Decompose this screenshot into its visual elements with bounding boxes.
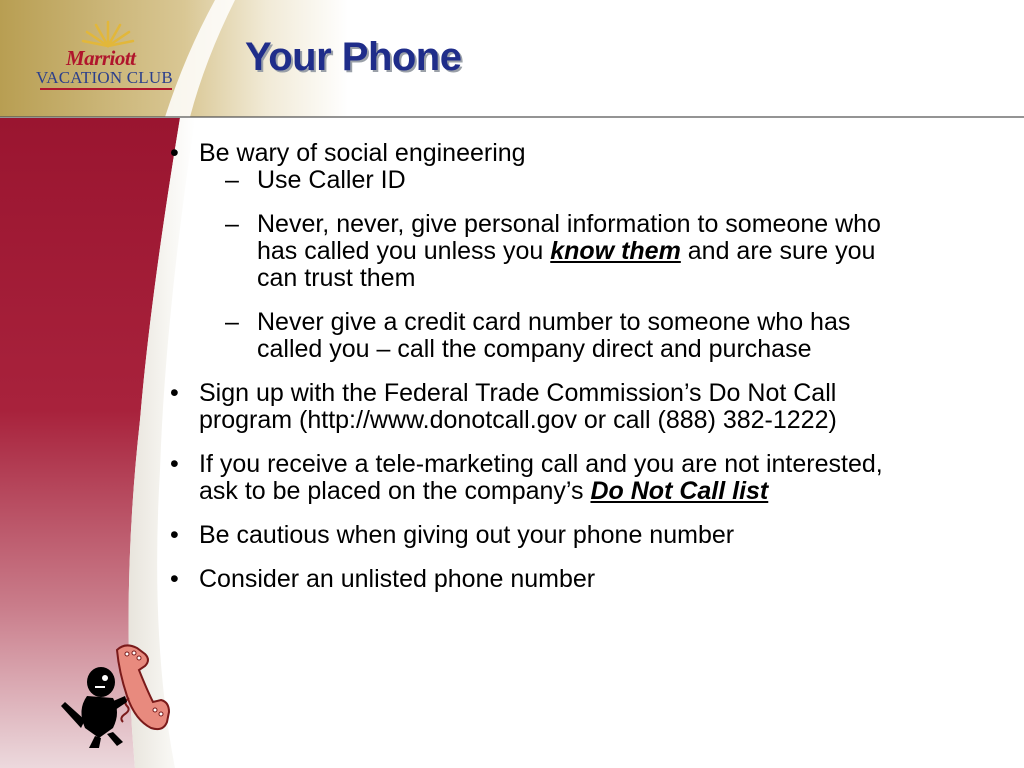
emphasis-know-them: know them: [550, 237, 681, 265]
bullet-5: [170, 566, 890, 593]
bullet-text: Be wary of social engineering: [199, 139, 526, 167]
emphasis-do-not-call-list: Do Not Call list: [590, 477, 769, 505]
sub-bullet-text: Use Caller ID: [257, 166, 406, 194]
sub-bullet-text: Never give a credit card number to someone who has called you – call the company direct and purchase: [257, 308, 851, 363]
bullet-mark: •: [170, 379, 179, 407]
bullet-1: [170, 140, 890, 363]
bullet-text: Be cautious when giving out your phone number: [199, 521, 735, 549]
bullet-text-before: If you receive a tele-marketing call and you are not interested, ask to be placed on the company’s: [199, 450, 883, 505]
bullet-2: [170, 380, 890, 434]
phone-cartoon-icon: [55, 640, 175, 750]
logo: [30, 18, 180, 96]
dash-mark: –: [225, 210, 239, 238]
sub-bullet-text-after: and are sure you can trust them: [257, 237, 876, 292]
bullet-text: Consider an unlisted phone number: [199, 565, 596, 593]
sub-bullet-2: [199, 211, 890, 292]
bullet-mark: •: [170, 139, 179, 167]
bullet-mark: •: [170, 521, 179, 549]
bullet-3: [170, 451, 890, 505]
bullet-4: [170, 522, 890, 549]
logo-subtitle: VACATION CLUB: [36, 68, 173, 87]
logo-underline: [40, 88, 172, 90]
logo-brand: Marriott: [66, 46, 136, 70]
slide-body: [170, 140, 890, 610]
sub-bullet-text-before: Never, never, give personal information to someone who has called you unless you: [257, 210, 881, 265]
bullet-mark: •: [170, 450, 179, 478]
sub-bullet-1: [199, 167, 890, 194]
dash-mark: –: [225, 308, 239, 336]
bullet-text: Sign up with the Federal Trade Commission’s Do Not Call program (http://www.donotcall.gov or call (888) 382-1222): [199, 379, 837, 434]
dash-mark: –: [225, 166, 239, 194]
bullet-mark: •: [170, 565, 179, 593]
slide-title: Your Phone: [245, 35, 462, 79]
sub-bullet-3: [199, 309, 890, 363]
